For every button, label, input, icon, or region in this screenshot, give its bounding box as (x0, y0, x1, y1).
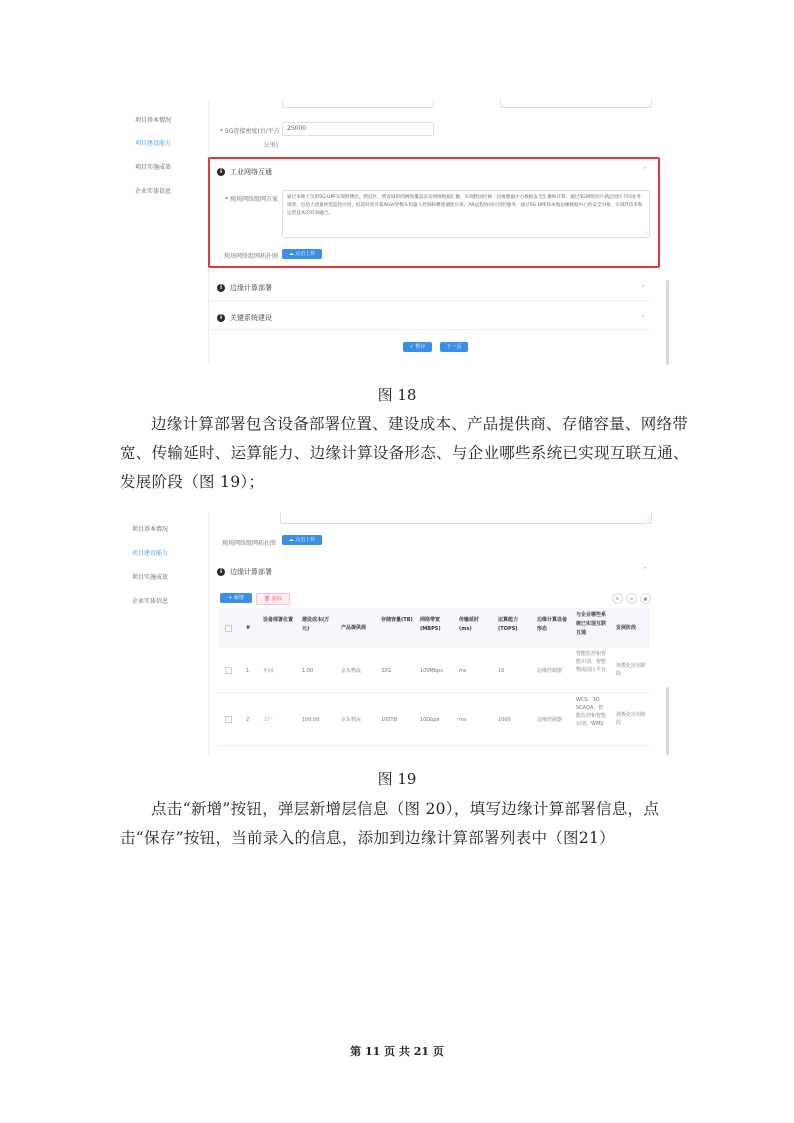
divider (210, 300, 650, 301)
row-stage: 规模化应用阶段 (616, 663, 647, 677)
sidebar-item-entity[interactable]: 企业实体信息 (135, 188, 172, 195)
col-index: # (246, 625, 251, 631)
row-latency: ms (459, 668, 467, 674)
next-page-button[interactable]: 下一页 (440, 342, 468, 352)
grid-icon[interactable]: ▦ (640, 593, 651, 604)
col-bandwidth: 网络带宽(MBPS) (420, 617, 441, 632)
sidebar-divider (208, 512, 209, 757)
row-storage: 100TB (381, 717, 398, 723)
row-vendor: 京东物流 (341, 717, 362, 723)
save-draft-button[interactable] (403, 342, 432, 352)
col-stage: 发展阶段 (616, 625, 637, 631)
screenshot-figure-19 (120, 512, 680, 757)
caption-figure-18: 图 18 (377, 386, 417, 404)
row-bandwidth: 100Mbps (420, 668, 443, 674)
info-icon: i (217, 568, 225, 576)
sidebar-item-basic[interactable]: 项目基本情况 (132, 526, 169, 533)
paragraph-edge-description: 边缘计算部署包含设备部署位置、建设成本、产品提供商、存储容量、网络带宽、传输延时、运算能力、边缘计算设备形态、与企业哪些系统已实现互联互通、发展阶段（图 19）； (120, 415, 689, 491)
row-storage: 32G (381, 668, 392, 674)
col-form: 边缘计算设备形态 (537, 617, 568, 632)
row-latency: ms (459, 717, 467, 723)
row-compute: 1000 (498, 717, 511, 723)
col-systems: 与企业哪些系统已实现互联互通 (576, 612, 607, 636)
cloud-upload-icon: ☁ (288, 251, 296, 257)
sidebar-item-entity[interactable]: 企业实体信息 (132, 598, 169, 605)
topology-label: 现场网络组网拓扑图 (223, 253, 278, 260)
row-bandwidth: 10Gbps (420, 717, 440, 723)
check-icon: ✓ (409, 344, 416, 350)
upload-button[interactable] (282, 249, 322, 259)
info-icon: i (217, 284, 225, 292)
columns-icon[interactable]: ≡ (626, 593, 637, 604)
density-value: 25000 (287, 125, 307, 132)
row-systems: 智能监控和智能识别、智能物流园区平台 (576, 651, 607, 673)
topology-label: 现场网络组网拓扑图 (221, 540, 276, 547)
sidebar-item-capability[interactable]: 项目建设能力 (132, 550, 169, 557)
delete-label: 删除 (271, 596, 282, 602)
scrollbar[interactable] (666, 280, 669, 365)
cloud-upload-icon: ☁ (288, 537, 296, 543)
info-icon: i (217, 314, 225, 322)
row-checkbox[interactable] (225, 667, 232, 674)
row-systems: WCS、3D SCADA、智能监控和智能识别、WMS (576, 697, 607, 727)
chevron-right-icon[interactable]: › (642, 282, 645, 290)
col-cost: 建设成本(万元) (302, 617, 330, 632)
row-location: 工厂 (263, 717, 274, 723)
row-cost: 100.00 (302, 717, 320, 723)
sidebar-item-results[interactable]: 项目实施成效 (135, 164, 172, 171)
refresh-icon[interactable]: ↻ (612, 593, 623, 604)
upload-label: 点击上传 (295, 537, 316, 543)
col-compute: 运算能力(TOPS) (498, 617, 519, 632)
row-stage: 规模化应用阶段 (616, 712, 647, 726)
select-all-checkbox[interactable] (225, 625, 232, 632)
col-storage: 存储容量(TB) (381, 617, 413, 623)
info-icon: i (217, 168, 225, 176)
row-location: 车间 (263, 668, 274, 674)
save-draft-label: 暂存 (415, 344, 426, 350)
sidebar-item-capability[interactable]: 项目建设能力 (135, 140, 172, 147)
col-vendor: 产品提供商 (341, 625, 367, 631)
network-plan-textarea-cut[interactable] (280, 512, 652, 524)
paragraph-add-instructions: 点击“新增”按钮，弹层新增层信息（图 20），填写边缘计算部署信息，点击“保存”按钮，当前录入的信息，添加到边缘计算部署列表中（图21） (120, 800, 660, 847)
top-input-right[interactable] (500, 100, 652, 108)
section-edge-title[interactable]: 边缘计算部署 (230, 284, 272, 292)
row-cost: 1.00 (302, 668, 314, 674)
network-plan-text: 通过本地下沉的5G UPF实现跨楼层、跨园区、跨省域的的网络覆盖以及网络数据汇聚，实现跨园区统一边缘数据中心数据安全汇聚和计算，通过5G网络切片满足园区不同业务场景，包括大流量视觉监控应用、低延时高可靠AGV/穿梭车机器人控制和精密调度应用、AR远程协同应用的服务，通过5G UPF和本地边缘数据中心的安全对接，实现IT技术和运营技术的有效融合。 (287, 195, 643, 216)
upload-label: 点击上传 (295, 251, 316, 257)
row-vendor: 京东物流 (341, 668, 362, 674)
row-checkbox[interactable] (225, 716, 232, 723)
scrollbar[interactable] (666, 687, 669, 755)
row-form: 边缘控制器 (537, 668, 563, 674)
screenshot-figure-18 (120, 100, 680, 365)
chevron-up-icon[interactable]: ⌃ (642, 566, 648, 574)
row-form: 边缘控制器 (537, 717, 563, 723)
network-plan-label: * 现场网络组网方案 (225, 196, 278, 203)
row-index: 1 (246, 668, 250, 674)
density-label: * 5G连接密度(台/平方 公里) (220, 128, 280, 149)
delete-button[interactable] (256, 593, 290, 605)
resize-handle-icon[interactable]: ⟋ (646, 517, 650, 523)
col-location: 设备部署位置 (263, 617, 294, 623)
caption-figure-19: 图 19 (377, 770, 417, 788)
network-plan-textarea[interactable] (282, 190, 650, 238)
chevron-right-icon[interactable]: › (642, 312, 645, 320)
page-footer: 第 11 页 共 21 页 (350, 1045, 444, 1058)
row-compute: 16 (498, 668, 505, 674)
section-industrial-title[interactable]: 工业网络互通 (230, 168, 272, 176)
trash-icon: 🗑 (264, 596, 272, 602)
sidebar-item-results[interactable]: 项目实施成效 (132, 574, 169, 581)
section-edge-title[interactable]: 边缘计算部署 (230, 568, 272, 576)
sidebar-item-basic[interactable]: 项目基本情况 (135, 117, 172, 124)
chevron-up-icon[interactable]: ⌃ (642, 166, 648, 174)
col-latency: 传输延时(ms) (459, 617, 480, 632)
density-input[interactable] (282, 122, 434, 136)
divider (210, 329, 650, 330)
row-index: 2 (246, 717, 250, 723)
top-input-left[interactable] (282, 100, 434, 108)
section-key-title[interactable]: 关键系统建设 (230, 314, 272, 322)
add-button[interactable]: + 新增 (220, 593, 252, 603)
upload-button[interactable] (282, 535, 322, 545)
resize-handle-icon[interactable]: ⟋ (644, 231, 648, 237)
